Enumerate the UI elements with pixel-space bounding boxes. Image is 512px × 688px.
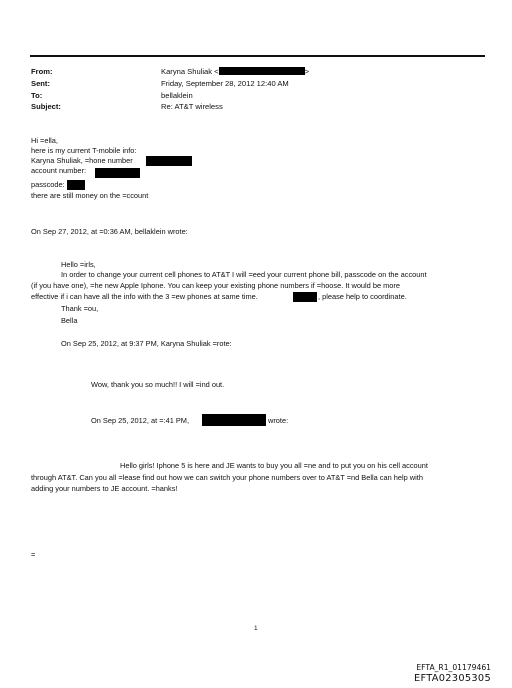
redaction-box <box>146 156 192 166</box>
quote-line: Hello =irls, <box>61 260 96 269</box>
quote-line: Bella <box>61 316 78 325</box>
body-line: account number: <box>31 166 87 175</box>
from-name: Karyna Shuliak < <box>161 67 219 76</box>
to-value: bellaklein <box>161 91 193 100</box>
page-number: 1 <box>254 625 258 632</box>
sent-label: Sent: <box>31 79 50 88</box>
quote-intro: On Sep 25, 2012, at =:41 PM, <box>91 416 189 425</box>
redaction-box <box>67 180 85 190</box>
from-label: From: <box>31 67 53 76</box>
from-value <box>161 67 309 77</box>
quote-line: Wow, thank you so much!! I will =ind out. <box>91 380 225 389</box>
quote-line: through AT&T. Can you all =lease find out how we can switch your phone numbers over to AT&T =nd Bella can help with <box>31 473 423 482</box>
sent-value: Friday, September 28, 2012 12:40 AM <box>161 79 289 88</box>
trailing-mark: = <box>31 550 36 559</box>
quote-intro: wrote: <box>268 416 289 425</box>
header-divider <box>30 55 485 57</box>
bates-stamp-2: EFTA02305305 <box>413 673 491 684</box>
quote-line: effective if i can have all the info with the 3 =ew phones at same time. <box>31 292 258 301</box>
redaction-box <box>293 292 317 302</box>
quote-intro: On Sep 25, 2012, at 9:37 PM, Karyna Shuliak =rote: <box>61 339 232 348</box>
subject-value: Re: AT&T wireless <box>161 102 223 111</box>
body-line: passcode: <box>31 180 65 189</box>
body-line: Hi =ella, <box>31 136 58 145</box>
quote-line: In order to change your current cell phones to AT&T I will =eed your current phone bill, passcode on the account <box>61 270 427 279</box>
quote-line: (if you have one), =he new Apple Iphone. You can keep your existing phone numbers if =hoose. It would be more <box>31 281 400 290</box>
body-line: here is my current T-mobile info: <box>31 146 137 155</box>
from-close: > <box>304 67 310 76</box>
bates-stamp-1: EFTA_R1_01179461 <box>416 663 491 672</box>
redaction-box <box>219 67 305 75</box>
body-line: Karyna Shuliak, =hone number <box>31 156 133 165</box>
subject-label: Subject: <box>31 102 61 111</box>
quote-line: , please help to coordinate. <box>318 292 407 301</box>
quote-line: adding your numbers to JE account. =hanks! <box>31 484 178 493</box>
body-line: there are still money on the =ccount <box>31 191 149 200</box>
quote-line: Hello girls! Iphone 5 is here and JE wants to buy you all =ne and to put you on his cell account <box>120 461 428 470</box>
redaction-box <box>202 414 266 426</box>
quote-line: Thank =ou, <box>61 304 99 313</box>
quote-intro: On Sep 27, 2012, at =0:36 AM, bellaklein wrote: <box>31 227 188 236</box>
to-label: To: <box>31 91 43 100</box>
redaction-box <box>95 168 140 178</box>
